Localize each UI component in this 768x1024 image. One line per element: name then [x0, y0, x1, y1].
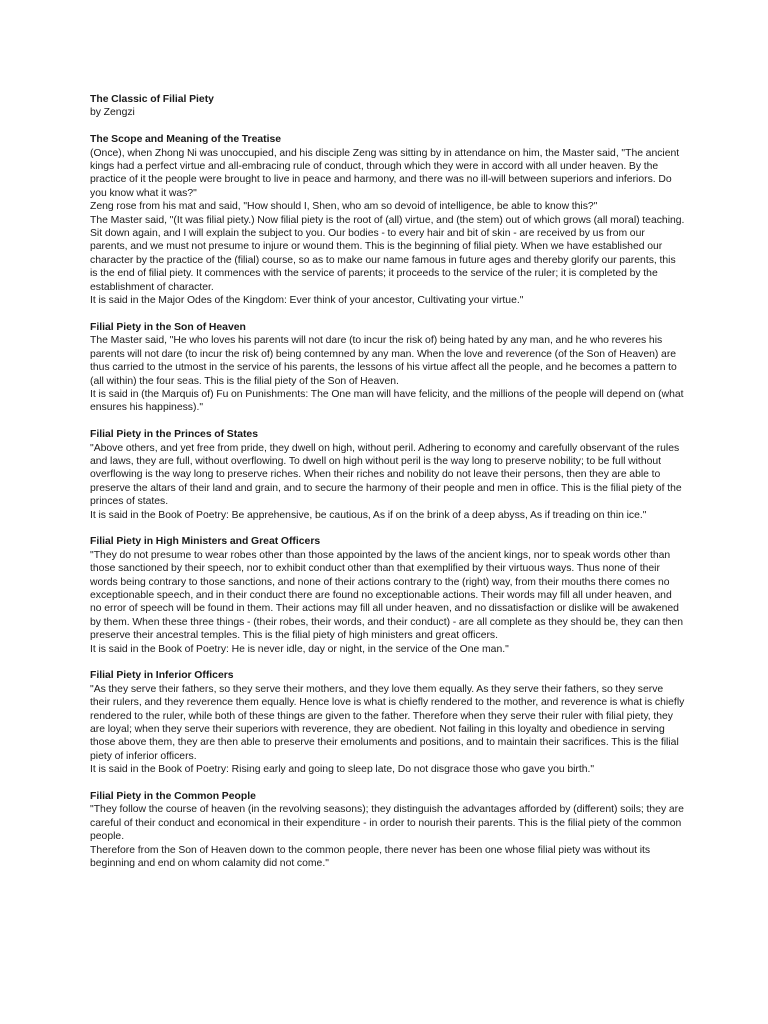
document-title: The Classic of Filial Piety	[90, 94, 214, 105]
section-heading: Filial Piety in the Princes of States	[90, 429, 258, 441]
section-paragraph: It is said in the Book of Poetry: He is never idle, day or night, in the service of the One man."	[90, 643, 509, 655]
section-paragraph: Zeng rose from his mat and said, "How should I, Shen, who am so devoid of intelligence, be able to know this?"	[90, 201, 598, 213]
document-page	[90, 93, 685, 884]
document-author: by Zengzi	[90, 107, 135, 119]
section-paragraph: It is said in the Major Odes of the Kingdom: Ever think of your ancestor, Cultivating your virtue."	[90, 295, 524, 307]
section-paragraph: "They follow the course of heaven (in the revolving seasons); they distinguish the advantages afforded by (different) soils; they are careful of their conduct and economical in their expenditure - in order to nourish their parents. This is the filial piety of the common people.	[90, 804, 684, 843]
section-heading: Filial Piety in the Common People	[90, 791, 256, 803]
section-inferior-officers	[90, 669, 685, 776]
section-heading: Filial Piety in the Son of Heaven	[90, 321, 246, 333]
section-paragraph: The Master said, "He who loves his parents will not dare (to incur the risk of) being hated by any man, and he who reveres his parents will not dare (to incur the risk of) being contemned by any man. When the love and reverence (of the Son of Heaven) are thus carried to the utmost in the service of his parents, the lessons of his virtue affect all the people, and he becomes a pattern to (all within) the four seas. This is the filial piety of the Son of Heaven.	[90, 335, 677, 387]
section-paragraph: Therefore from the Son of Heaven down to the common people, there never has been one whose filial piety was without its beginning and end on whom calamity did not come."	[90, 844, 651, 870]
section-scope-and-meaning	[90, 133, 685, 307]
section-paragraph: It is said in the Book of Poetry: Be apprehensive, be cautious, As if on the brink of a deep abyss, As if treading on thin ice."	[90, 509, 647, 521]
section-paragraph: It is said in the Book of Poetry: Rising early and going to sleep late, Do not disgrace those who gave you birth."	[90, 764, 595, 776]
section-paragraph: "As they serve their fathers, so they serve their mothers, and they love them equally. As they serve their fathers, so they serve their rulers, and they reverence them equally. Hence love is what is chiefly rendered to the mother, and reverence is what is chiefly rendered to the ruler, while both of these things are given to the father. Therefore when they serve their ruler with filial piety, they are loyal; when they serve their superiors with reverence, they are obedient. Not failing in this loyalty and obedience in serving those above them, they are then able to preserve their emoluments and positions, and to maintain their sacrifices. This is the filial piety of inferior officers.	[90, 683, 685, 762]
section-common-people	[90, 790, 685, 870]
section-heading: The Scope and Meaning of the Treatise	[90, 134, 282, 146]
section-paragraph: The Master said, "(It was filial piety.) Now filial piety is the root of (all) virtue, and (the stem) out of which grows (all moral) teaching. Sit down again, and I will explain the subject to you. Our bodies - to every hair and bit of skin - are received by us from our parents, and we must not presume to injure or wound them. This is the beginning of filial piety. When we have established our character by the practice of the (filial) course, so as to make our name famous in future ages and thereby glorify our parents, this is the end of filial piety. It commences with the service of parents; it proceeds to the service of the ruler; it is completed by the establishment of character.	[90, 214, 685, 293]
section-heading: Filial Piety in High Ministers and Great Officers	[90, 536, 321, 548]
section-paragraph: "Above others, and yet free from pride, they dwell on high, without peril. Adhering to economy and carefully observant of the rules and laws, they are full, without overflowing. To dwell on high without peril is the way long to preserve nobility; to be full without overflowing is the way long to preserve riches. When their riches and nobility do not leave their persons, then they are able to preserve the altars of their land and grain, and to secure the harmony of their people and men in office. This is the filial piety of the princes of states.	[90, 442, 682, 508]
section-paragraph: "They do not presume to wear robes other than those appointed by the laws of the ancient kings, nor to speak words other than those sanctioned by their speech, nor to exhibit conduct other than that exemplified by their virtuous ways. Thus none of their words being contrary to those sanctions, and none of their actions contrary to the (right) way, from their mouths there comes no exceptionable speech, and in their conduct there are found no exceptionable actions. Their words may fill all under heaven, and no error of speech will be found in them. Their actions may fill all under heaven, and no dissatisfaction or dislike will be awakened by them. When these three things - (their robes, their words, and their conduct) - are all complete as they should be, they can then preserve their ancestral temples. This is the filial piety of high ministers and great officers.	[90, 549, 683, 642]
section-paragraph: It is said in (the Marquis of) Fu on Punishments: The One man will have felicity, and the millions of the people will depend on (what ensures his happiness)."	[90, 388, 684, 414]
section-son-of-heaven	[90, 321, 685, 415]
section-princes-of-states	[90, 428, 685, 522]
section-heading: Filial Piety in Inferior Officers	[90, 670, 234, 682]
section-high-ministers	[90, 535, 685, 656]
section-paragraph: (Once), when Zhong Ni was unoccupied, and his disciple Zeng was sitting by in attendance on him, the Master said, "The ancient kings had a perfect virtue and all-embracing rule of conduct, through which they were in accord with all under heaven. By the practice of it the people were brought to live in peace and harmony, and there was no ill-will between superiors and inferiors. Do you know what it was?"	[90, 147, 680, 199]
